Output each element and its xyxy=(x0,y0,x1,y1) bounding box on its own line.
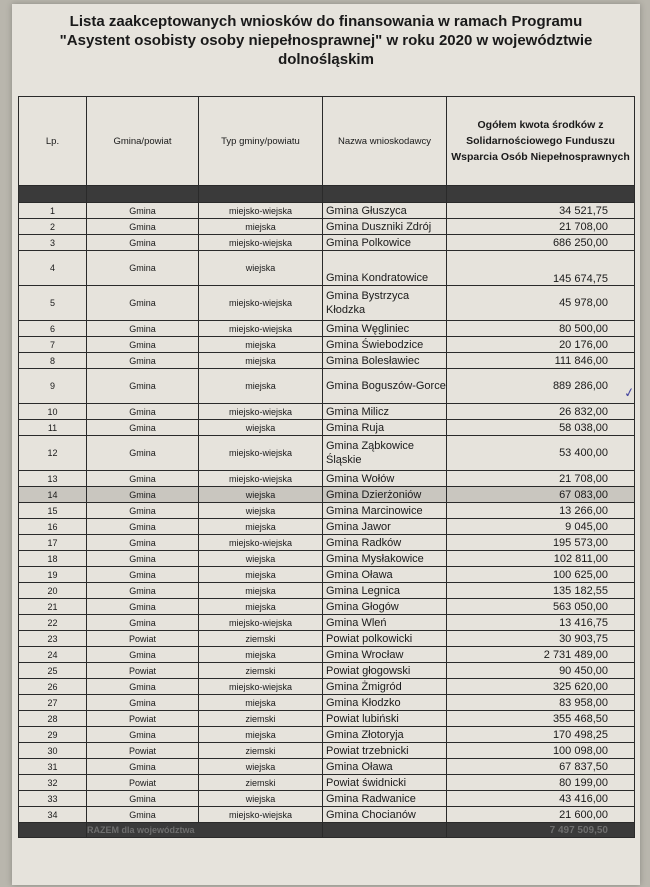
table-row xyxy=(19,775,635,791)
cell-kwota: 2 731 489,00 xyxy=(447,647,635,663)
cell-kwota: 13 266,00 xyxy=(447,503,635,519)
cell-lp: 15 xyxy=(19,503,87,519)
cell-nazwa: Gmina Legnica xyxy=(323,583,447,599)
cell-nazwa: Gmina Wołów xyxy=(323,471,447,487)
table-row xyxy=(19,369,635,404)
cell-nazwa: Gmina Wleń xyxy=(323,615,447,631)
cell-kwota: 13 416,75 xyxy=(447,615,635,631)
cell-nazwa: Powiat trzebnicki xyxy=(323,743,447,759)
cell-typ: wiejska xyxy=(199,503,323,519)
header-row xyxy=(19,97,635,186)
cell-kwota: 21 708,00 xyxy=(447,219,635,235)
table-row xyxy=(19,535,635,551)
cell-typ: miejska xyxy=(199,583,323,599)
table-row xyxy=(19,807,635,823)
table-row xyxy=(19,615,635,631)
cell-gmina: Gmina xyxy=(87,503,199,519)
cell-gmina: Gmina xyxy=(87,203,199,219)
cell-gmina: Gmina xyxy=(87,404,199,420)
cell-lp: 12 xyxy=(19,436,87,471)
cell-typ: miejsko-wiejska xyxy=(199,615,323,631)
cell-lp: 5 xyxy=(19,286,87,321)
cell-nazwa: Gmina Kłodzko xyxy=(323,695,447,711)
cell-kwota: 100 098,00 xyxy=(447,743,635,759)
cell-lp: 34 xyxy=(19,807,87,823)
document-title xyxy=(15,12,637,69)
cell-nazwa: Gmina Radwanice xyxy=(323,791,447,807)
table-row xyxy=(19,759,635,775)
cell-lp: 13 xyxy=(19,471,87,487)
cell-nazwa: Gmina Ząbkowice Śląskie xyxy=(323,436,447,471)
cell-nazwa: Powiat świdnicki xyxy=(323,775,447,791)
cell-gmina: Gmina xyxy=(87,535,199,551)
cell-lp: 26 xyxy=(19,679,87,695)
cell-gmina: Gmina xyxy=(87,791,199,807)
table-row xyxy=(19,436,635,471)
cell-typ: miejsko-wiejska xyxy=(199,679,323,695)
document-page xyxy=(12,4,640,885)
cell-typ: miejska xyxy=(199,353,323,369)
cell-typ: miejska xyxy=(199,567,323,583)
table-row xyxy=(19,791,635,807)
title-line-3: dolnośląskim xyxy=(278,51,374,68)
cell-kwota: 111 846,00 xyxy=(447,353,635,369)
cell-gmina: Gmina xyxy=(87,583,199,599)
cell-typ: miejsko-wiejska xyxy=(199,535,323,551)
cell-gmina: Gmina xyxy=(87,369,199,404)
grants-table xyxy=(18,96,635,838)
cell-gmina: Powiat xyxy=(87,711,199,727)
cell-kwota: 889 286,00 xyxy=(447,369,635,404)
cell-kwota: 325 620,00 xyxy=(447,679,635,695)
table-row xyxy=(19,353,635,369)
cell-kwota: 135 182,55 xyxy=(447,583,635,599)
title-line-1: Lista zaakceptowanych wniosków do finansowania w ramach Programu xyxy=(69,13,583,30)
cell-kwota: 34 521,75 xyxy=(447,203,635,219)
cell-nazwa: Gmina Oława xyxy=(323,567,447,583)
cell-gmina: Gmina xyxy=(87,436,199,471)
cell-gmina: Gmina xyxy=(87,519,199,535)
cell-lp: 33 xyxy=(19,791,87,807)
table-row xyxy=(19,503,635,519)
table-row xyxy=(19,631,635,647)
cell-kwota: 83 958,00 xyxy=(447,695,635,711)
cell-lp: 29 xyxy=(19,727,87,743)
cell-kwota: 21 600,00 xyxy=(447,807,635,823)
cell-kwota: 563 050,00 xyxy=(447,599,635,615)
header-typ: Typ gminy/powiatu xyxy=(199,97,323,186)
cell-lp: 3 xyxy=(19,235,87,251)
cell-gmina: Gmina xyxy=(87,807,199,823)
cell-kwota: 26 832,00 xyxy=(447,404,635,420)
header-kwota: Ogółem kwota środków z Solidarnościowego Funduszu Wsparcia Osób Niepełnosprawnych xyxy=(447,97,635,186)
cell-gmina: Gmina xyxy=(87,321,199,337)
cell-lp: 23 xyxy=(19,631,87,647)
cell-nazwa: Powiat polkowicki xyxy=(323,631,447,647)
cell-kwota: 67 837,50 xyxy=(447,759,635,775)
title-line-2: "Asystent osobisty osoby niepełnosprawnej" w roku 2020 w województwie xyxy=(59,32,593,49)
cell-nazwa: Gmina Żmigród xyxy=(323,679,447,695)
cell-nazwa: Gmina Radków xyxy=(323,535,447,551)
table-row xyxy=(19,583,635,599)
table-row xyxy=(19,471,635,487)
cell-kwota: 80 500,00 xyxy=(447,321,635,337)
cell-gmina: Gmina xyxy=(87,286,199,321)
cell-lp: 30 xyxy=(19,743,87,759)
header-lp: Lp. xyxy=(19,97,87,186)
cell-typ: miejsko-wiejska xyxy=(199,436,323,471)
cell-nazwa: Gmina Jawor xyxy=(323,519,447,535)
cell-nazwa: Gmina Bolesławiec xyxy=(323,353,447,369)
cell-nazwa: Gmina Marcinowice xyxy=(323,503,447,519)
cell-gmina: Gmina xyxy=(87,420,199,436)
table-row xyxy=(19,567,635,583)
cell-gmina: Powiat xyxy=(87,743,199,759)
cell-typ: miejsko-wiejska xyxy=(199,286,323,321)
table-row xyxy=(19,321,635,337)
cell-kwota: 67 083,00 xyxy=(447,487,635,503)
cell-lp: 18 xyxy=(19,551,87,567)
cell-kwota: 58 038,00 xyxy=(447,420,635,436)
cell-typ: ziemski xyxy=(199,631,323,647)
cell-typ: wiejska xyxy=(199,251,323,286)
cell-lp: 22 xyxy=(19,615,87,631)
cell-nazwa: Gmina Węgliniec xyxy=(323,321,447,337)
table-row xyxy=(19,219,635,235)
cell-gmina: Gmina xyxy=(87,679,199,695)
cell-lp: 11 xyxy=(19,420,87,436)
table-row xyxy=(19,420,635,436)
cell-kwota: 30 903,75 xyxy=(447,631,635,647)
table-row xyxy=(19,679,635,695)
cell-lp: 21 xyxy=(19,599,87,615)
table-row xyxy=(19,695,635,711)
table-row xyxy=(19,487,635,503)
table-row xyxy=(19,519,635,535)
total-row xyxy=(19,823,635,838)
cell-kwota: 43 416,00 xyxy=(447,791,635,807)
cell-typ: miejsko-wiejska xyxy=(199,404,323,420)
table-row xyxy=(19,647,635,663)
cell-gmina: Gmina xyxy=(87,551,199,567)
cell-lp: 31 xyxy=(19,759,87,775)
cell-lp: 10 xyxy=(19,404,87,420)
table-row xyxy=(19,404,635,420)
cell-lp: 19 xyxy=(19,567,87,583)
cell-lp: 25 xyxy=(19,663,87,679)
cell-kwota: 145 674,75 xyxy=(447,251,635,286)
cell-gmina: Gmina xyxy=(87,647,199,663)
cell-nazwa: Gmina Mysłakowice xyxy=(323,551,447,567)
table-row xyxy=(19,235,635,251)
cell-typ: wiejska xyxy=(199,791,323,807)
cell-gmina: Gmina xyxy=(87,235,199,251)
cell-kwota: 80 199,00 xyxy=(447,775,635,791)
cell-typ: miejsko-wiejska xyxy=(199,321,323,337)
cell-lp: 17 xyxy=(19,535,87,551)
header-band xyxy=(19,186,635,203)
total-label: RAZEM dla województwa xyxy=(87,823,323,838)
cell-kwota: 102 811,00 xyxy=(447,551,635,567)
cell-nazwa: Gmina Wrocław xyxy=(323,647,447,663)
cell-lp: 24 xyxy=(19,647,87,663)
cell-nazwa: Gmina Milicz xyxy=(323,404,447,420)
cell-kwota: 170 498,25 xyxy=(447,727,635,743)
cell-gmina: Gmina xyxy=(87,487,199,503)
table-row xyxy=(19,286,635,321)
cell-gmina: Gmina xyxy=(87,695,199,711)
cell-typ: miejska xyxy=(199,695,323,711)
cell-nazwa: Gmina Złotoryja xyxy=(323,727,447,743)
cell-lp: 7 xyxy=(19,337,87,353)
cell-lp: 2 xyxy=(19,219,87,235)
cell-typ: miejsko-wiejska xyxy=(199,203,323,219)
cell-lp: 27 xyxy=(19,695,87,711)
cell-typ: miejska xyxy=(199,369,323,404)
table-row xyxy=(19,203,635,219)
total-amount: 7 497 509,50 xyxy=(447,823,635,838)
cell-kwota: 20 176,00 xyxy=(447,337,635,353)
cell-nazwa: Gmina Duszniki Zdrój xyxy=(323,219,447,235)
cell-typ: miejska xyxy=(199,647,323,663)
cell-gmina: Gmina xyxy=(87,353,199,369)
cell-typ: ziemski xyxy=(199,663,323,679)
cell-nazwa: Powiat lubiński xyxy=(323,711,447,727)
cell-typ: miejska xyxy=(199,727,323,743)
table-row xyxy=(19,551,635,567)
cell-nazwa: Gmina Głuszyca xyxy=(323,203,447,219)
cell-lp: 28 xyxy=(19,711,87,727)
cell-lp: 6 xyxy=(19,321,87,337)
header-nazwa: Nazwa wnioskodawcy xyxy=(323,97,447,186)
cell-gmina: Gmina xyxy=(87,251,199,286)
cell-gmina: Powiat xyxy=(87,775,199,791)
cell-typ: miejsko-wiejska xyxy=(199,235,323,251)
cell-lp: 9 xyxy=(19,369,87,404)
cell-lp: 1 xyxy=(19,203,87,219)
cell-gmina: Powiat xyxy=(87,663,199,679)
table-row xyxy=(19,251,635,286)
cell-lp: 8 xyxy=(19,353,87,369)
cell-nazwa: Gmina Ruja xyxy=(323,420,447,436)
table-row xyxy=(19,337,635,353)
cell-typ: wiejska xyxy=(199,487,323,503)
cell-kwota: 45 978,00 xyxy=(447,286,635,321)
cell-gmina: Gmina xyxy=(87,727,199,743)
cell-nazwa: Gmina Dzierżoniów xyxy=(323,487,447,503)
cell-lp: 14 xyxy=(19,487,87,503)
cell-lp: 20 xyxy=(19,583,87,599)
table-row xyxy=(19,711,635,727)
cell-kwota: 9 045,00 xyxy=(447,519,635,535)
cell-kwota: 53 400,00 xyxy=(447,436,635,471)
cell-gmina: Gmina xyxy=(87,337,199,353)
cell-nazwa: Powiat głogowski xyxy=(323,663,447,679)
cell-typ: ziemski xyxy=(199,775,323,791)
cell-typ: miejsko-wiejska xyxy=(199,471,323,487)
cell-gmina: Gmina xyxy=(87,599,199,615)
cell-lp: 16 xyxy=(19,519,87,535)
table-row xyxy=(19,743,635,759)
cell-gmina: Gmina xyxy=(87,615,199,631)
cell-nazwa: Gmina Głogów xyxy=(323,599,447,615)
cell-nazwa: Gmina Świebodzice xyxy=(323,337,447,353)
cell-typ: miejska xyxy=(199,599,323,615)
cell-typ: wiejska xyxy=(199,551,323,567)
table-row xyxy=(19,727,635,743)
table-row xyxy=(19,599,635,615)
cell-gmina: Gmina xyxy=(87,219,199,235)
cell-typ: miejska xyxy=(199,519,323,535)
header-gmina: Gmina/powiat xyxy=(87,97,199,186)
cell-nazwa: Gmina Chocianów xyxy=(323,807,447,823)
cell-gmina: Gmina xyxy=(87,471,199,487)
cell-lp: 4 xyxy=(19,251,87,286)
cell-typ: wiejska xyxy=(199,420,323,436)
check-mark: ✓ xyxy=(622,384,637,401)
cell-kwota: 686 250,00 xyxy=(447,235,635,251)
cell-nazwa: Gmina Boguszów-Gorce xyxy=(323,369,447,404)
cell-typ: ziemski xyxy=(199,711,323,727)
cell-kwota: 100 625,00 xyxy=(447,567,635,583)
cell-typ: wiejska xyxy=(199,759,323,775)
cell-nazwa: Gmina Polkowice xyxy=(323,235,447,251)
cell-kwota: 21 708,00 xyxy=(447,471,635,487)
cell-gmina: Gmina xyxy=(87,759,199,775)
cell-gmina: Powiat xyxy=(87,631,199,647)
cell-typ: ziemski xyxy=(199,743,323,759)
cell-gmina: Gmina xyxy=(87,567,199,583)
cell-typ: miejsko-wiejska xyxy=(199,807,323,823)
cell-nazwa: Gmina Bystrzyca Kłodzka xyxy=(323,286,447,321)
cell-typ: miejska xyxy=(199,219,323,235)
cell-kwota: 355 468,50 xyxy=(447,711,635,727)
cell-kwota: 195 573,00 xyxy=(447,535,635,551)
cell-nazwa: Gmina Kondratowice xyxy=(323,251,447,286)
cell-nazwa: Gmina Oława xyxy=(323,759,447,775)
table-row xyxy=(19,663,635,679)
cell-kwota: 90 450,00 xyxy=(447,663,635,679)
cell-lp: 32 xyxy=(19,775,87,791)
cell-typ: miejska xyxy=(199,337,323,353)
